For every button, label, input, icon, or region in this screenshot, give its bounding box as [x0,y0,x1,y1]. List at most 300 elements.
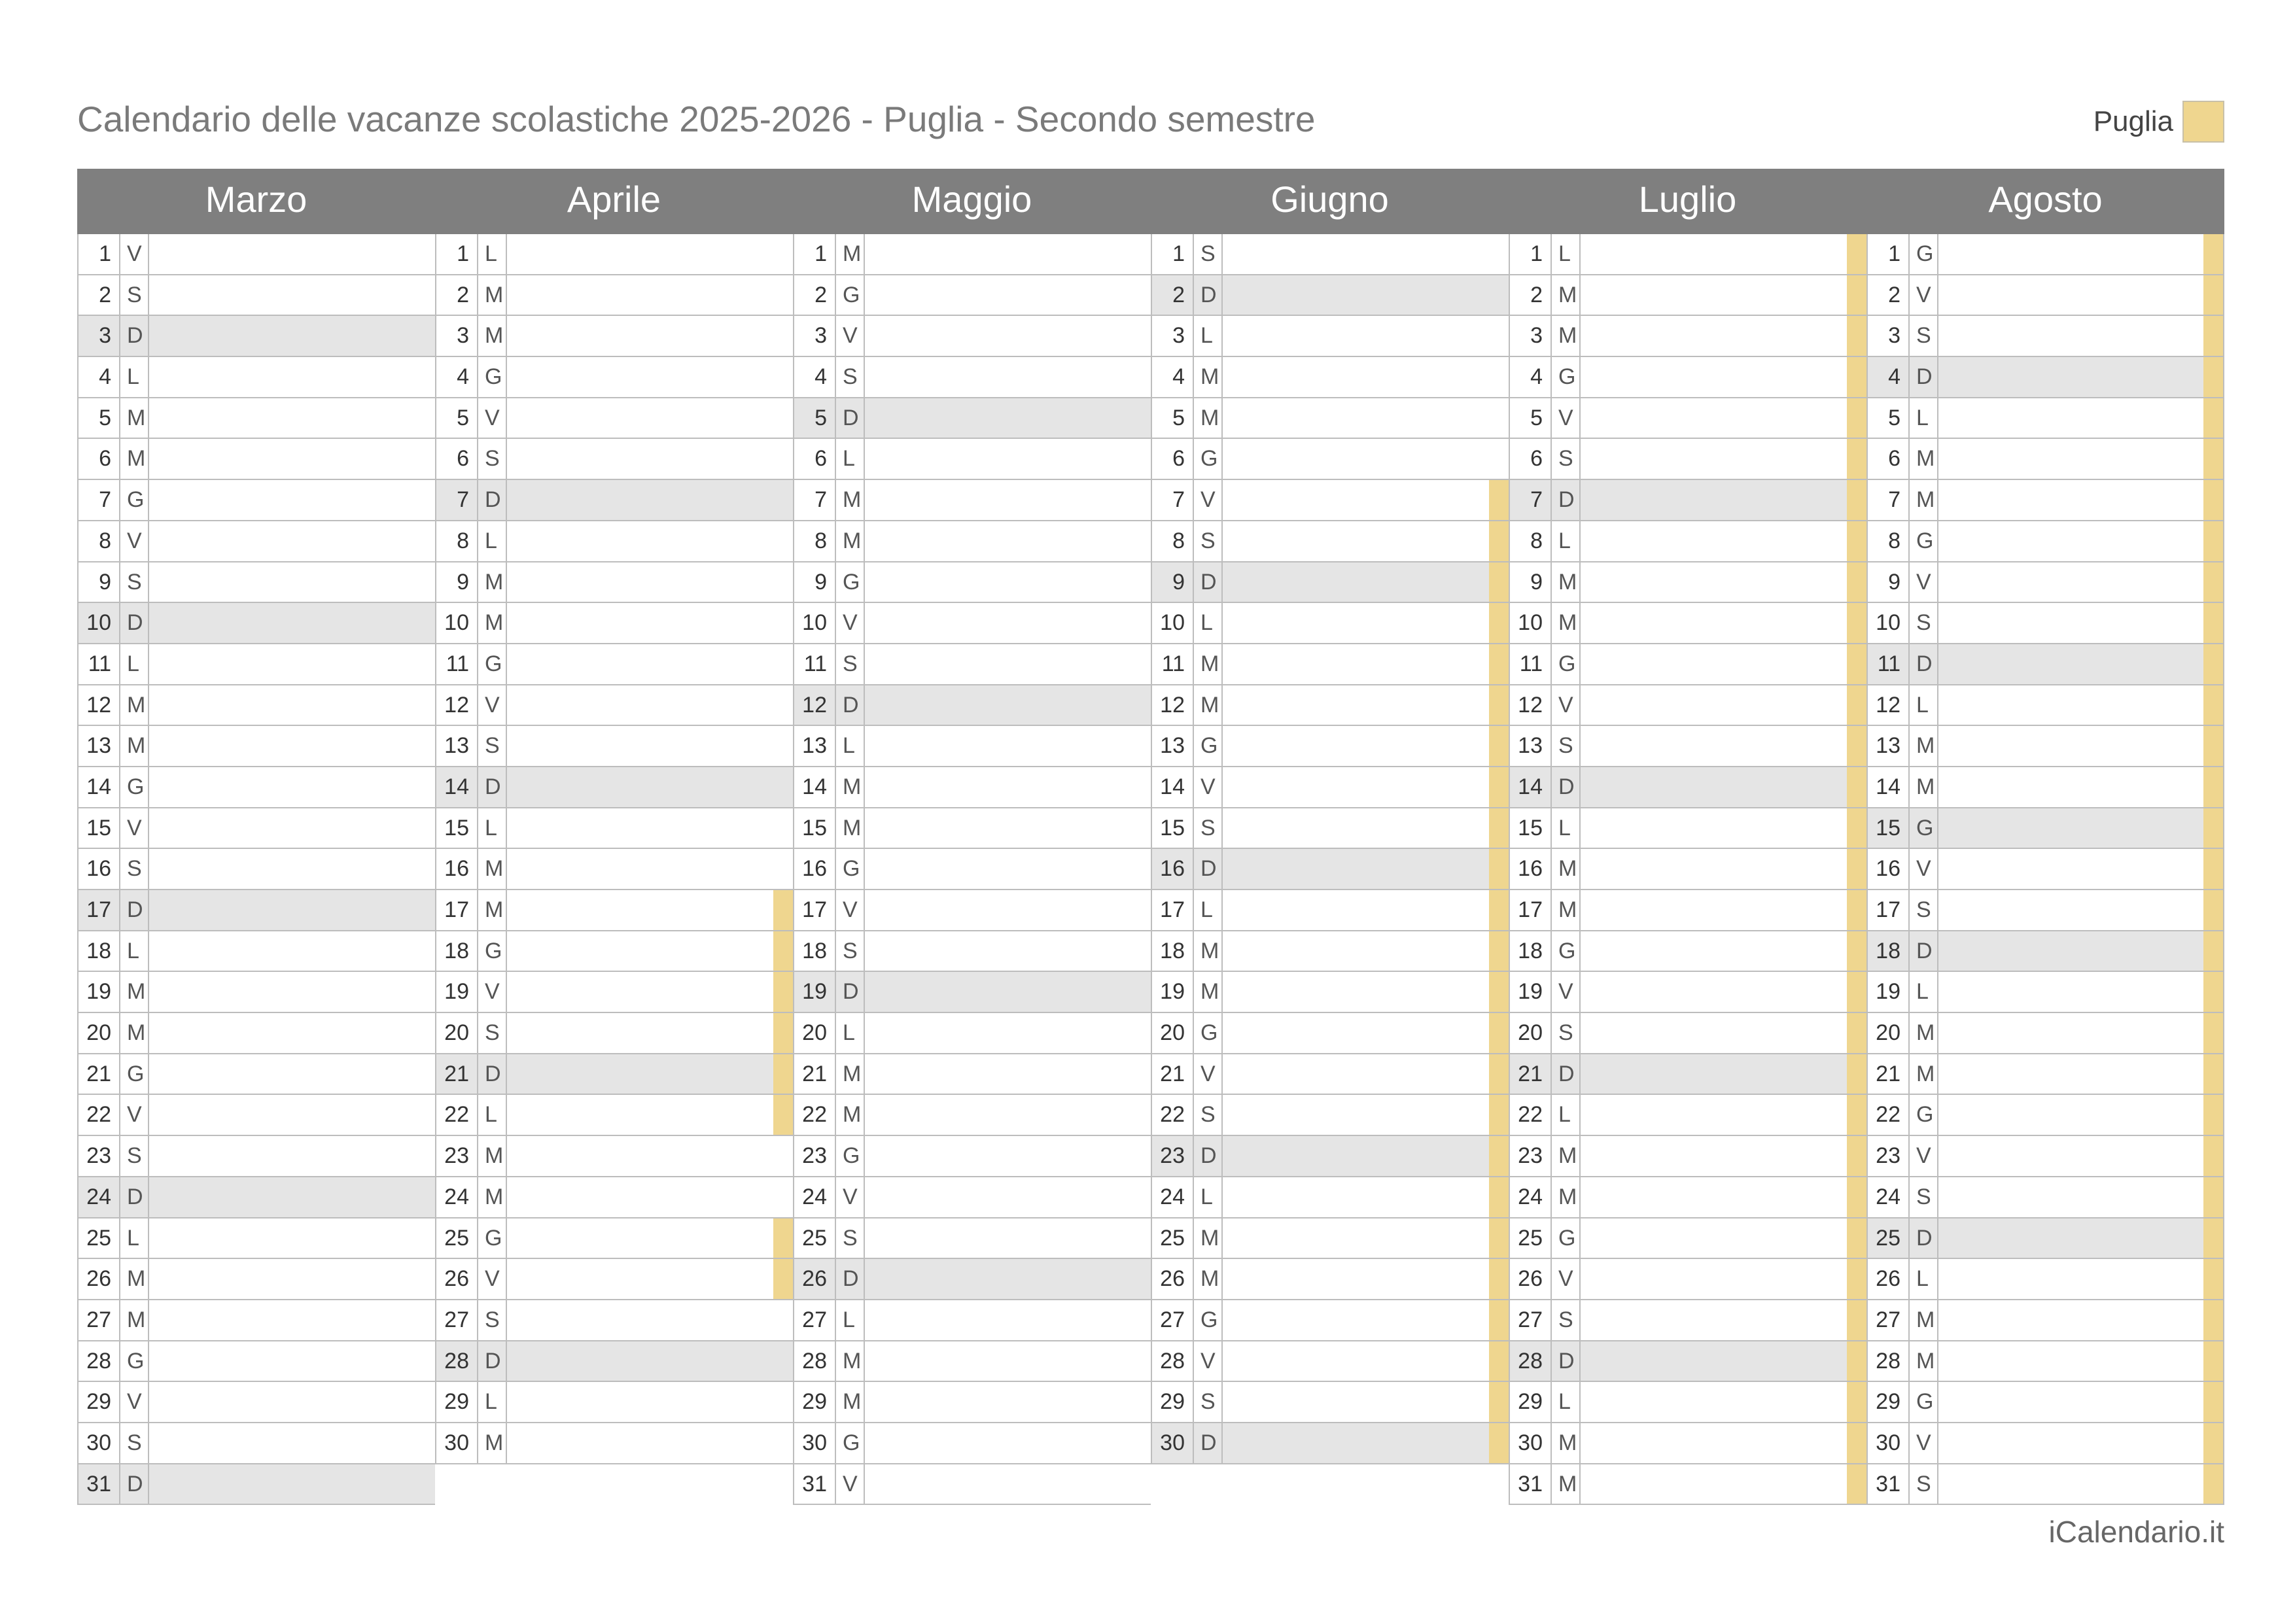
day-row [1866,1341,2224,1383]
day-weekday: V [836,890,865,930]
day-weekday: M [1910,767,1938,807]
day-weekday: D [1194,1423,1223,1463]
day-notes-cell [1938,1423,2223,1463]
day-weekday: V [836,316,865,356]
day-weekday: L [1194,316,1223,356]
day-weekday: G [836,1136,865,1176]
month-header: Marzo [77,169,435,234]
day-number: 11 [1868,644,1910,684]
day-row [1151,603,1509,644]
day-notes-cell [865,1136,1151,1176]
day-row [435,1095,793,1136]
day-number: 13 [794,726,836,766]
day-notes-cell [1938,972,2223,1012]
day-weekday: D [836,398,865,438]
day-notes-cell [149,1341,435,1381]
day-notes-cell [1223,398,1509,438]
day-row [1509,972,1866,1013]
day-number: 2 [79,275,120,315]
day-weekday: G [120,1341,149,1381]
day-row [1509,316,1866,357]
day-number: 19 [1510,972,1552,1012]
month-header: Luglio [1509,169,1866,234]
day-weekday: S [120,275,149,315]
day-notes-cell [1223,357,1509,397]
day-row [1866,890,2224,931]
day-row [1151,767,1509,808]
day-notes-cell [507,521,793,561]
day-number: 28 [794,1341,836,1381]
day-row [1151,316,1509,357]
day-weekday: L [1194,890,1223,930]
day-weekday: M [836,1054,865,1094]
day-number: 5 [1510,398,1552,438]
day-weekday: D [1194,275,1223,315]
day-number: 30 [79,1423,120,1463]
day-weekday: G [836,562,865,602]
day-number: 17 [794,890,836,930]
day-number: 14 [1510,767,1552,807]
day-number: 12 [1510,685,1552,725]
day-number: 28 [1510,1341,1552,1381]
day-number: 28 [1152,1341,1194,1381]
day-row [77,480,435,521]
day-weekday: M [1910,1013,1938,1053]
day-number: 11 [436,644,478,684]
day-row [1866,931,2224,973]
day-number: 23 [436,1136,478,1176]
day-row [1509,1341,1866,1383]
day-number: 4 [1152,357,1194,397]
legend [2094,101,2224,143]
day-row [77,1013,435,1054]
day-row [1509,644,1866,685]
day-notes-cell [865,644,1151,684]
day-notes-cell [865,1095,1151,1135]
day-weekday: V [120,808,149,848]
day-number: 6 [1510,439,1552,479]
day-number: 26 [794,1259,836,1299]
day-row [1866,1177,2224,1218]
day-weekday: L [478,521,507,561]
day-row [1509,767,1866,808]
day-number: 15 [794,808,836,848]
day-weekday: M [1910,1300,1938,1340]
day-number: 11 [1510,644,1552,684]
day-notes-cell [865,931,1151,971]
day-notes-cell [865,398,1151,438]
day-weekday: L [1910,972,1938,1012]
day-number: 1 [794,234,836,274]
day-weekday: S [1552,439,1581,479]
day-row [1866,767,2224,808]
day-row [1151,1259,1509,1300]
day-number: 12 [436,685,478,725]
day-notes-cell [1581,234,1866,274]
day-number: 31 [1510,1464,1552,1504]
day-row [793,1341,1151,1383]
day-number: 30 [436,1423,478,1463]
day-notes-cell [507,1341,793,1381]
day-weekday: L [1910,685,1938,725]
day-row [1866,726,2224,767]
day-number: 7 [1868,480,1910,520]
day-notes-cell [149,1259,435,1299]
day-notes-cell [1581,1013,1866,1053]
day-notes-cell [1938,767,2223,807]
day-notes-cell [1938,685,2223,725]
day-row [77,398,435,440]
day-weekday: S [478,1300,507,1340]
day-weekday: M [478,316,507,356]
day-notes-cell [1581,521,1866,561]
day-weekday: L [1552,1095,1581,1135]
day-row [1509,439,1866,480]
day-notes-cell [149,357,435,397]
day-notes-cell [149,931,435,971]
day-number: 11 [79,644,120,684]
day-notes-cell [1581,1259,1866,1299]
day-row [1866,1136,2224,1177]
day-number: 14 [1868,767,1910,807]
day-weekday: M [478,275,507,315]
day-row [435,521,793,562]
day-notes-cell [1223,644,1509,684]
day-weekday: M [478,849,507,889]
day-notes-cell [1581,890,1866,930]
day-notes-cell [865,439,1151,479]
day-number: 6 [79,439,120,479]
day-row [435,1136,793,1177]
day-weekday: D [120,1177,149,1217]
day-number: 23 [1510,1136,1552,1176]
day-weekday: M [478,1136,507,1176]
day-notes-cell [507,1423,793,1463]
day-notes-cell [865,767,1151,807]
day-weekday: V [120,1095,149,1135]
day-weekday: S [1552,1013,1581,1053]
day-row [1509,1177,1866,1218]
day-row [1509,1013,1866,1054]
day-row [77,1054,435,1096]
day-notes-cell [149,398,435,438]
day-weekday: M [1552,562,1581,602]
day-weekday: M [1194,398,1223,438]
day-number: 4 [436,357,478,397]
day-row [77,357,435,398]
day-row [435,1218,793,1260]
day-row [1151,234,1509,275]
day-notes-cell [1938,1013,2223,1053]
day-number: 4 [79,357,120,397]
day-notes-cell [865,1382,1151,1422]
day-weekday: M [836,808,865,848]
day-row [435,849,793,890]
day-number: 12 [79,685,120,725]
day-number: 12 [794,685,836,725]
day-row [1509,1054,1866,1096]
day-weekday: M [1194,1218,1223,1258]
day-row [1866,234,2224,275]
day-notes-cell [1938,1341,2223,1381]
day-notes-cell [149,316,435,356]
day-weekday: V [478,685,507,725]
month-column-marzo [77,169,435,1505]
day-row [77,1095,435,1136]
month-column-agosto [1866,169,2224,1505]
day-number: 27 [1152,1300,1194,1340]
day-row [793,1382,1151,1423]
day-row [77,603,435,644]
day-number: 10 [436,603,478,643]
day-notes-cell [1938,562,2223,602]
day-weekday: M [1910,1341,1938,1381]
day-row [1866,603,2224,644]
day-number: 10 [79,603,120,643]
day-row [77,1300,435,1341]
day-weekday: G [1910,1382,1938,1422]
day-row [793,644,1151,685]
day-weekday: L [1552,808,1581,848]
day-number: 16 [436,849,478,889]
day-number: 18 [79,931,120,971]
day-weekday: G [1910,521,1938,561]
day-row [793,808,1151,850]
day-number: 10 [1868,603,1910,643]
day-weekday: M [120,685,149,725]
day-notes-cell [865,1423,1151,1463]
day-notes-cell [1223,849,1509,889]
day-notes-cell [865,972,1151,1012]
day-notes-cell [1581,1464,1866,1504]
day-number: 22 [794,1095,836,1135]
day-weekday: G [1552,931,1581,971]
day-weekday: M [120,439,149,479]
day-weekday: M [478,890,507,930]
day-weekday: G [120,480,149,520]
day-number: 28 [79,1341,120,1381]
day-number: 20 [1868,1013,1910,1053]
day-number: 2 [1510,275,1552,315]
day-weekday: M [1552,1464,1581,1504]
day-weekday: M [1194,685,1223,725]
day-notes-cell [149,644,435,684]
day-number: 29 [1510,1382,1552,1422]
day-notes-cell [1581,931,1866,971]
day-number: 24 [1868,1177,1910,1217]
day-number: 13 [436,726,478,766]
day-notes-cell [1223,972,1509,1012]
day-weekday: S [1194,234,1223,274]
day-number: 26 [1868,1259,1910,1299]
day-number: 18 [1152,931,1194,971]
day-number: 14 [79,767,120,807]
day-notes-cell [1938,1095,2223,1135]
day-number: 27 [1868,1300,1910,1340]
day-row [77,808,435,850]
day-number: 13 [1152,726,1194,766]
day-number: 5 [794,398,836,438]
day-weekday: G [478,644,507,684]
day-weekday: D [478,1054,507,1094]
day-number: 10 [1510,603,1552,643]
day-notes-cell [507,890,793,930]
day-weekday: M [1910,439,1938,479]
month-header: Maggio [793,169,1151,234]
day-weekday: G [1194,439,1223,479]
day-number: 31 [1868,1464,1910,1504]
day-row [1509,808,1866,850]
day-number: 24 [1152,1177,1194,1217]
day-row [1509,849,1866,890]
day-number: 9 [1152,562,1194,602]
day-weekday: L [120,644,149,684]
day-row [1509,480,1866,521]
day-weekday: L [478,808,507,848]
day-number: 21 [1152,1054,1194,1094]
day-notes-cell [1938,849,2223,889]
day-weekday: M [1552,1177,1581,1217]
day-weekday: L [1552,521,1581,561]
day-number: 7 [794,480,836,520]
day-weekday: S [1194,521,1223,561]
day-number: 26 [1152,1259,1194,1299]
day-notes-cell [149,275,435,315]
day-notes-cell [1223,1341,1509,1381]
day-row [793,234,1151,275]
day-weekday: G [836,275,865,315]
day-row [435,726,793,767]
day-notes-cell [507,1136,793,1176]
day-row [793,398,1151,440]
day-row [1866,316,2224,357]
day-row [77,521,435,562]
day-row [77,644,435,685]
day-notes-cell [1223,890,1509,930]
day-number: 25 [1510,1218,1552,1258]
day-row [1866,1300,2224,1341]
day-notes-cell [1938,808,2223,848]
day-weekday: L [836,726,865,766]
day-number: 14 [436,767,478,807]
day-weekday: M [478,603,507,643]
day-number: 25 [1152,1218,1194,1258]
day-notes-cell [865,808,1151,848]
day-weekday: G [1552,357,1581,397]
day-number: 23 [1152,1136,1194,1176]
day-row [1866,1423,2224,1464]
day-row [1151,439,1509,480]
day-weekday: M [1552,1136,1581,1176]
day-weekday: L [836,1013,865,1053]
day-notes-cell [865,562,1151,602]
day-row [435,808,793,850]
day-notes-cell [149,972,435,1012]
day-notes-cell [865,1218,1151,1258]
day-notes-cell [149,685,435,725]
day-weekday: D [120,1464,149,1504]
day-weekday: G [1552,1218,1581,1258]
day-weekday: S [120,1423,149,1463]
day-notes-cell [865,521,1151,561]
day-notes-cell [149,1382,435,1422]
day-notes-cell [507,1054,793,1094]
month-column-luglio [1509,169,1866,1505]
day-number: 19 [436,972,478,1012]
day-number: 24 [1510,1177,1552,1217]
day-notes-cell [149,1464,435,1504]
day-weekday: M [1552,603,1581,643]
day-number: 4 [1510,357,1552,397]
footer-brand: iCalendario.it [2048,1515,2224,1549]
day-weekday: D [1552,480,1581,520]
day-notes-cell [1581,972,1866,1012]
day-notes-cell [507,562,793,602]
day-notes-cell [1581,1423,1866,1463]
day-number: 29 [79,1382,120,1422]
page-title: Calendario delle vacanze scolastiche 2025-2026 - Puglia - Secondo semestre [77,99,1316,139]
day-weekday: M [836,234,865,274]
day-number: 15 [1152,808,1194,848]
day-notes-cell [149,603,435,643]
day-notes-cell [865,275,1151,315]
day-number: 15 [1868,808,1910,848]
day-row [1509,1218,1866,1260]
day-row [1151,521,1509,562]
day-row [435,275,793,317]
day-notes-cell [1938,726,2223,766]
legend-label: Puglia [2093,105,2173,137]
day-number: 3 [79,316,120,356]
day-row [1866,644,2224,685]
day-weekday: V [478,398,507,438]
day-row [77,1136,435,1177]
day-number: 19 [1152,972,1194,1012]
day-weekday: M [1552,275,1581,315]
day-notes-cell [149,234,435,274]
day-notes-cell [1581,1177,1866,1217]
day-number: 18 [1868,931,1910,971]
day-weekday: M [1552,890,1581,930]
day-notes-cell [149,849,435,889]
day-number: 11 [1152,644,1194,684]
day-notes-cell [507,1177,793,1217]
day-weekday: V [120,1382,149,1422]
day-row [1509,357,1866,398]
day-notes-cell [865,1177,1151,1217]
day-number: 22 [79,1095,120,1135]
day-notes-cell [149,1013,435,1053]
day-weekday: S [1552,1300,1581,1340]
day-row [793,1423,1151,1464]
day-number: 13 [1868,726,1910,766]
day-weekday: G [1910,808,1938,848]
day-number: 26 [79,1259,120,1299]
day-number: 28 [1868,1341,1910,1381]
day-number: 11 [794,644,836,684]
day-number: 30 [794,1423,836,1463]
day-number: 6 [1868,439,1910,479]
day-notes-cell [1581,1382,1866,1422]
day-number: 1 [79,234,120,274]
day-notes-cell [1223,275,1509,315]
day-notes-cell [1223,316,1509,356]
day-notes-cell [1581,480,1866,520]
day-row [793,562,1151,604]
day-notes-cell [865,685,1151,725]
day-notes-cell [507,1218,793,1258]
day-row [435,931,793,973]
